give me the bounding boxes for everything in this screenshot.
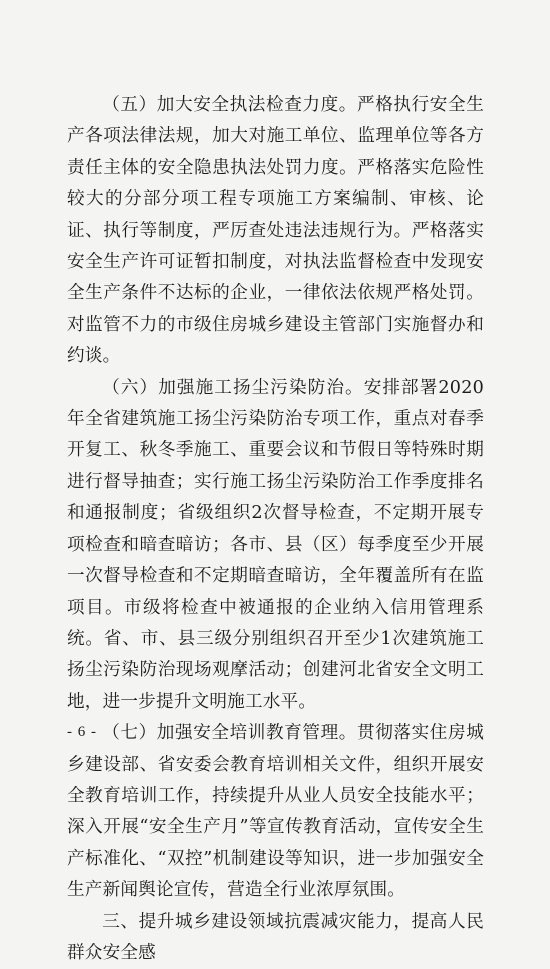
paragraph-7-safety-training: （七）加强安全培训教育管理。贯彻落实住房城乡建设部、省安委会教育培训相关文件，组织开展安全教育培训工作，持续提升从业人员安全技能水平；深入开展“安全生产月”等宣传教育活动，宣传安全生产标准化、“双控”机制建设等知识，进一步加强安全生产新闻舆论宣传，营造全行业浓厚氛围。	[67, 723, 484, 901]
paragraph-6-dust-pollution: （六）加强施工扬尘污染防治。安排部署2020年全省建筑施工扬尘污染防治专项工作，重点对春季开复工、秋冬季施工、重要会议和节假日等特殊时期进行督导抽查；实行施工扬尘污染防治工作季度排名和通报制度；省级组织2次督导检查，不定期开展专项检查和暗查暗访；各市、县（区）每季度至少开展一次督导检查和不定期暗查暗访，全年覆盖所有在监项目。市级将检查中被通报的企业纳入信用管理系统。省、市、县三级分别组织召开至少1次建筑施工扬尘污染防治现场观摩活动；创建河北省安全文明工地，进一步提升文明施工水平。	[67, 377, 484, 712]
paragraph-5-safety-enforcement: （五）加大安全执法检查力度。严格执行安全生产各项法律法规，加大对施工单位、监理单位等各方责任主体的安全隐患执法处罚力度。严格落实危险性较大的分部分项工程专项施工方案编制、审核、论证、执行等制度，严厉查处违法违规行为。严格落实安全生产许可证暂扣制度，对执法监督检查中发现安全生产条件不达标的企业，一律依法依规严格处罚。对监管不力的市级住房城乡建设主管部门实施督办和约谈。	[67, 95, 484, 367]
section-3-heading: 三、提升城乡建设领域抗震减灾能力，提高人民群众安全感	[67, 911, 484, 963]
page-number: - 6 -	[67, 724, 97, 740]
